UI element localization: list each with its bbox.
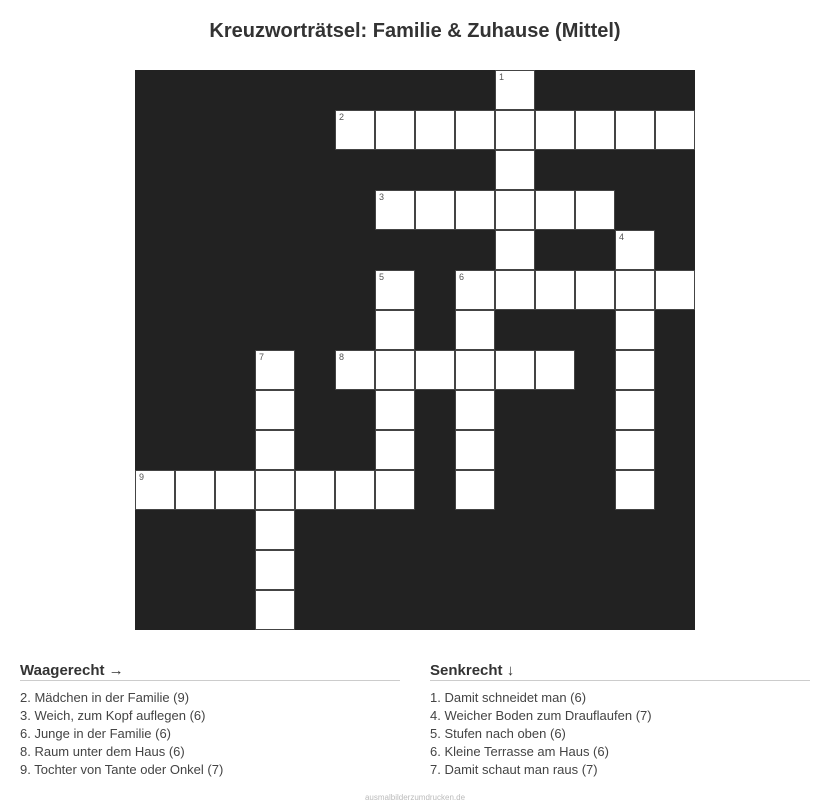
footer-credit: ausmalbilderzumdrucken.de	[364, 793, 466, 802]
down-heading: Senkrecht ↓	[430, 662, 810, 681]
crossword-cell[interactable]	[495, 110, 535, 150]
crossword-cell[interactable]	[495, 230, 535, 270]
crossword-cell[interactable]	[255, 590, 295, 630]
down-clue: 1. Damit schneidet man (6)	[430, 690, 587, 705]
clue-number: 3	[379, 192, 385, 202]
down-clue: 7. Damit schaut man raus (7)	[430, 762, 598, 777]
crossword-cell[interactable]	[335, 110, 375, 150]
crossword-cell[interactable]	[415, 110, 455, 150]
crossword-cell[interactable]	[415, 190, 455, 230]
crossword-cell[interactable]	[535, 270, 575, 310]
crossword-cell[interactable]	[615, 350, 655, 390]
crossword-cell[interactable]	[375, 470, 415, 510]
crossword-cell[interactable]	[455, 470, 495, 510]
crossword-cell[interactable]	[335, 470, 375, 510]
down-clue: 6. Kleine Terrasse am Haus (6)	[430, 744, 609, 759]
across-clue: 6. Junge in der Familie (6)	[20, 726, 172, 741]
crossword-cell[interactable]	[575, 270, 615, 310]
across-clue: 8. Raum unter dem Haus (6)	[20, 744, 185, 759]
crossword-cell[interactable]	[375, 110, 415, 150]
crossword-cell[interactable]	[455, 350, 495, 390]
page-title: Kreuzworträtsel: Familie & Zuhause (Mittel)	[209, 20, 621, 42]
crossword-cell[interactable]	[255, 470, 295, 510]
crossword-cell[interactable]	[215, 470, 255, 510]
down-clues-panel	[430, 662, 810, 779]
crossword-cell[interactable]	[495, 70, 535, 110]
clue-number: 1	[499, 72, 505, 82]
clue-number: 8	[339, 352, 345, 362]
clue-number: 4	[619, 232, 625, 242]
crossword-cell[interactable]	[335, 350, 375, 390]
crossword-cell[interactable]	[135, 470, 175, 510]
across-clue: 2. Mädchen in der Familie (9)	[20, 690, 190, 705]
crossword-cell[interactable]	[375, 310, 415, 350]
crossword-cell[interactable]	[375, 190, 415, 230]
down-clue: 5. Stufen nach oben (6)	[430, 726, 566, 741]
clue-number: 9	[139, 472, 145, 482]
crossword-cell[interactable]	[615, 470, 655, 510]
crossword-cell[interactable]	[615, 310, 655, 350]
crossword-cell[interactable]	[615, 110, 655, 150]
across-clue: 9. Tochter von Tante oder Onkel (7)	[20, 762, 224, 777]
crossword-cell[interactable]	[535, 110, 575, 150]
clue-number: 7	[259, 352, 265, 362]
crossword-cell[interactable]	[535, 190, 575, 230]
crossword-cell[interactable]	[255, 350, 295, 390]
across-clues-panel	[20, 662, 400, 779]
crossword-cell[interactable]	[495, 350, 535, 390]
crossword-cell[interactable]	[175, 470, 215, 510]
crossword-cell[interactable]	[495, 190, 535, 230]
down-clue: 4. Weicher Boden zum Drauflaufen (7)	[430, 708, 652, 723]
crossword-cell[interactable]	[655, 110, 695, 150]
crossword-cell[interactable]	[375, 390, 415, 430]
crossword-cell[interactable]	[415, 350, 455, 390]
crossword-cell[interactable]	[615, 230, 655, 270]
crossword-cell[interactable]	[375, 270, 415, 310]
crossword-cell[interactable]	[575, 190, 615, 230]
crossword-cell[interactable]	[255, 550, 295, 590]
crossword-cell[interactable]	[575, 110, 615, 150]
clue-number: 6	[459, 272, 465, 282]
crossword-cell[interactable]	[495, 270, 535, 310]
clue-number: 2	[339, 112, 345, 122]
crossword-cell[interactable]	[455, 190, 495, 230]
crossword-cell[interactable]	[375, 430, 415, 470]
crossword-cell[interactable]	[255, 390, 295, 430]
crossword-cell[interactable]	[535, 350, 575, 390]
crossword-cell[interactable]	[455, 110, 495, 150]
crossword-cell[interactable]	[255, 430, 295, 470]
crossword-cell[interactable]	[375, 350, 415, 390]
crossword-cell[interactable]	[455, 390, 495, 430]
across-clue: 3. Weich, zum Kopf auflegen (6)	[20, 708, 206, 723]
crossword-cell[interactable]	[655, 270, 695, 310]
crossword-cell[interactable]	[295, 470, 335, 510]
crossword-grid	[135, 70, 695, 630]
crossword-cell[interactable]	[455, 430, 495, 470]
crossword-cell[interactable]	[495, 150, 535, 190]
crossword-cell[interactable]	[615, 430, 655, 470]
crossword-cell[interactable]	[615, 270, 655, 310]
crossword-cell[interactable]	[455, 270, 495, 310]
crossword-cell[interactable]	[455, 310, 495, 350]
across-heading: Waagerecht →	[20, 662, 400, 681]
crossword-cell[interactable]	[255, 510, 295, 550]
crossword-cell[interactable]	[615, 390, 655, 430]
clue-number: 5	[379, 272, 385, 282]
